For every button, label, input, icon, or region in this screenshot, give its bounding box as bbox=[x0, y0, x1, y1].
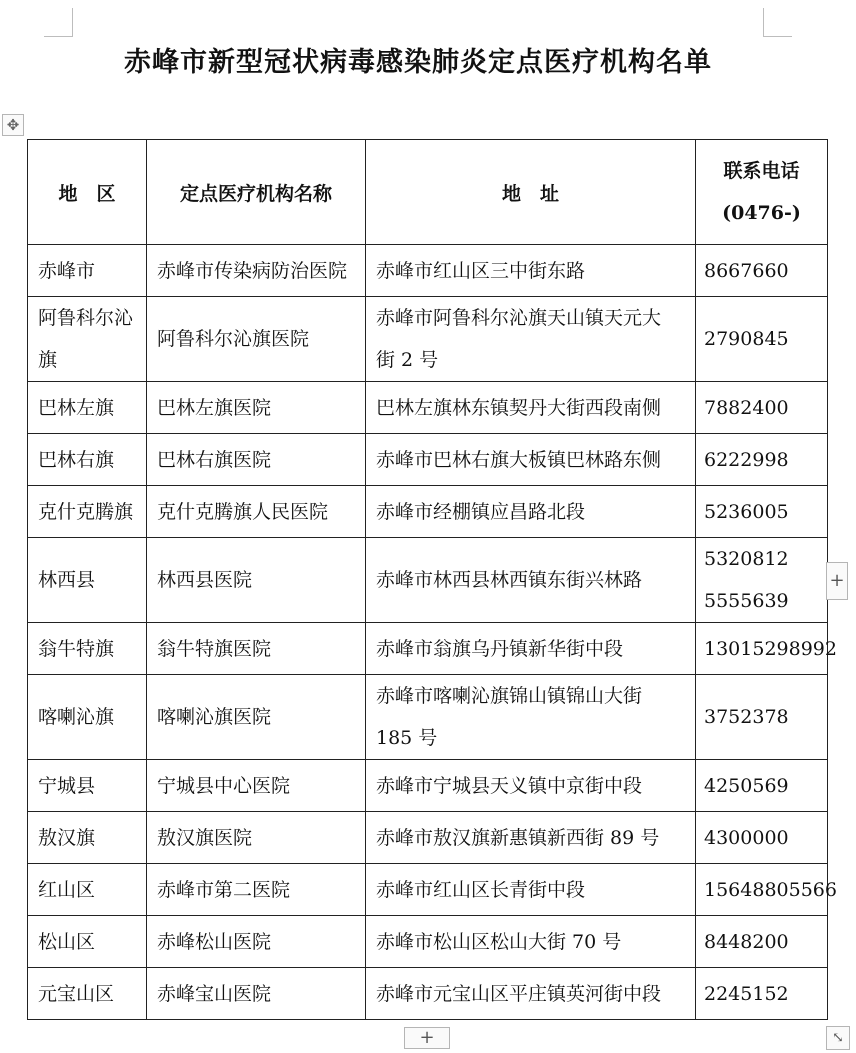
cell-institution bbox=[147, 538, 366, 623]
cell-region bbox=[28, 623, 147, 675]
cell-phone bbox=[696, 916, 828, 968]
cell-region bbox=[28, 538, 147, 623]
address-text: 巴林左旗林东镇契丹大街西段南侧 bbox=[376, 396, 662, 419]
table-row bbox=[28, 968, 828, 1020]
address-text: 赤峰市敖汉旗新惠镇新西街 89 号 bbox=[376, 826, 660, 849]
cell-region bbox=[28, 916, 147, 968]
cell-region bbox=[28, 760, 147, 812]
cell-institution bbox=[147, 812, 366, 864]
cell-region bbox=[28, 968, 147, 1020]
region-text: 敖汉旗 bbox=[38, 826, 96, 849]
table-row bbox=[28, 812, 828, 864]
institution-text: 巴林右旗医院 bbox=[157, 448, 272, 471]
address-text: 赤峰市元宝山区平庄镇英河街中段 bbox=[376, 982, 662, 1005]
table-header-row bbox=[28, 140, 828, 245]
cell-address bbox=[366, 760, 696, 812]
cell-institution bbox=[147, 297, 366, 382]
cell-address bbox=[366, 916, 696, 968]
region-text: 喀喇沁旗 bbox=[38, 706, 115, 728]
address-text: 赤峰市经棚镇应昌路北段 bbox=[376, 500, 586, 523]
cell-region bbox=[28, 245, 147, 297]
phone-text: 4300000 bbox=[704, 826, 789, 849]
cell-institution bbox=[147, 434, 366, 486]
phone-text: 6222998 bbox=[704, 448, 789, 471]
cell-address bbox=[366, 623, 696, 675]
cell-region bbox=[28, 382, 147, 434]
phone-text: 5320812 bbox=[704, 548, 789, 570]
cell-region bbox=[28, 675, 147, 760]
cell-institution bbox=[147, 864, 366, 916]
address-text: 赤峰市松山区松山大街 70 号 bbox=[376, 930, 622, 953]
cell-address bbox=[366, 968, 696, 1020]
institution-text: 宁城县中心医院 bbox=[157, 774, 291, 797]
header-phone bbox=[696, 140, 828, 245]
cell-address bbox=[366, 382, 696, 434]
page-corner-mark-right bbox=[763, 8, 792, 37]
cell-address bbox=[366, 538, 696, 623]
cell-region bbox=[28, 297, 147, 382]
add-column-button[interactable]: + bbox=[826, 562, 848, 600]
phone-text: 7882400 bbox=[704, 396, 789, 419]
institution-text: 翁牛特旗医院 bbox=[157, 637, 272, 660]
region-text: 红山区 bbox=[38, 878, 96, 901]
address-text: 赤峰市翁旗乌丹镇新华街中段 bbox=[376, 637, 624, 660]
region-text: 巴林左旗 bbox=[38, 396, 115, 419]
address-text: 赤峰市喀喇沁旗锦山镇锦山大街 bbox=[376, 685, 643, 707]
cell-phone bbox=[696, 434, 828, 486]
cell-phone bbox=[696, 968, 828, 1020]
move-cross-icon[interactable]: ✥ bbox=[2, 114, 24, 136]
cell-address bbox=[366, 864, 696, 916]
address-text: 街 2 号 bbox=[376, 349, 439, 371]
address-text: 赤峰市巴林右旗大板镇巴林路东侧 bbox=[376, 448, 662, 471]
cell-phone bbox=[696, 864, 837, 916]
cell-address bbox=[366, 297, 696, 382]
table-row bbox=[28, 623, 828, 675]
add-row-button[interactable]: + bbox=[404, 1027, 450, 1049]
cell-phone bbox=[696, 486, 828, 538]
phone-text: 2245152 bbox=[704, 982, 789, 1005]
cell-address bbox=[366, 812, 696, 864]
region-text: 赤峰市 bbox=[38, 259, 96, 282]
document-title: 赤峰市新型冠状病毒感染肺炎定点医疗机构名单 bbox=[124, 47, 712, 78]
phone-text: 5236005 bbox=[704, 500, 789, 523]
region-text: 克什克腾旗 bbox=[38, 500, 134, 523]
cell-address bbox=[366, 675, 696, 760]
cell-address bbox=[366, 245, 696, 297]
institution-text: 阿鲁科尔沁旗医院 bbox=[157, 328, 310, 350]
address-text: 赤峰市红山区三中街东路 bbox=[376, 259, 586, 282]
phone-text: 8448200 bbox=[704, 930, 789, 953]
institution-text: 林西县医院 bbox=[157, 569, 253, 591]
cell-phone bbox=[696, 245, 828, 297]
region-text: 林西县 bbox=[38, 569, 96, 591]
table-row bbox=[28, 297, 828, 382]
phone-text: 13015298992 bbox=[704, 637, 837, 660]
table-body bbox=[28, 245, 837, 1020]
institution-text: 巴林左旗医院 bbox=[157, 396, 272, 419]
cell-institution bbox=[147, 675, 366, 760]
cell-region bbox=[28, 812, 147, 864]
region-text: 翁牛特旗 bbox=[38, 637, 115, 660]
phone-text: 4250569 bbox=[704, 774, 789, 797]
cell-phone bbox=[696, 382, 828, 434]
cell-phone bbox=[696, 812, 828, 864]
cell-institution bbox=[147, 486, 366, 538]
header-institution: 定点医疗机构名称 bbox=[147, 140, 366, 245]
table-row bbox=[28, 434, 828, 486]
address-text: 赤峰市阿鲁科尔沁旗天山镇天元大 bbox=[376, 307, 662, 329]
cell-institution bbox=[147, 623, 366, 675]
institution-text: 赤峰市第二医院 bbox=[157, 878, 291, 901]
cell-institution bbox=[147, 968, 366, 1020]
cell-phone bbox=[696, 623, 837, 675]
cell-region bbox=[28, 434, 147, 486]
cell-phone bbox=[696, 760, 828, 812]
cell-phone bbox=[696, 675, 828, 760]
cell-institution bbox=[147, 245, 366, 297]
cell-phone bbox=[696, 538, 828, 623]
cell-phone bbox=[696, 297, 828, 382]
region-text: 旗 bbox=[38, 349, 58, 371]
phone-text: 15648805566 bbox=[704, 878, 837, 901]
phone-text: 3752378 bbox=[704, 706, 789, 728]
table-row bbox=[28, 675, 828, 760]
region-text: 松山区 bbox=[38, 930, 96, 953]
address-text: 赤峰市红山区长青街中段 bbox=[376, 878, 586, 901]
cell-address bbox=[366, 434, 696, 486]
institution-text: 赤峰市传染病防治医院 bbox=[157, 259, 348, 282]
phone-text: 5555639 bbox=[704, 590, 789, 612]
institution-text: 喀喇沁旗医院 bbox=[157, 706, 272, 728]
phone-text: 8667660 bbox=[704, 259, 789, 282]
table-row bbox=[28, 245, 828, 297]
phone-text: 2790845 bbox=[704, 328, 789, 350]
address-text: 赤峰市宁城县天义镇中京街中段 bbox=[376, 774, 643, 797]
table-row bbox=[28, 486, 828, 538]
table-row bbox=[28, 538, 828, 623]
institution-table bbox=[27, 139, 837, 1020]
institution-text: 赤峰宝山医院 bbox=[157, 982, 272, 1005]
cell-address bbox=[366, 486, 696, 538]
region-text: 阿鲁科尔沁 bbox=[38, 307, 134, 329]
institution-text: 克什克腾旗人民医院 bbox=[157, 500, 329, 523]
page-corner-mark-left bbox=[44, 8, 73, 37]
cell-institution bbox=[147, 382, 366, 434]
institution-text: 敖汉旗医院 bbox=[157, 826, 253, 849]
cell-institution bbox=[147, 760, 366, 812]
table-row bbox=[28, 864, 828, 916]
region-text: 元宝山区 bbox=[38, 982, 115, 1005]
header-address: 地 址 bbox=[366, 140, 696, 245]
cell-region bbox=[28, 486, 147, 538]
region-text: 宁城县 bbox=[38, 774, 96, 797]
cell-region bbox=[28, 864, 147, 916]
table-row bbox=[28, 760, 828, 812]
table-row bbox=[28, 916, 828, 968]
institution-text: 赤峰松山医院 bbox=[157, 930, 272, 953]
region-text: 巴林右旗 bbox=[38, 448, 115, 471]
resize-arrow-icon[interactable]: ⤡ bbox=[826, 1026, 850, 1050]
header-region: 地 区 bbox=[28, 140, 147, 245]
address-text: 185 号 bbox=[376, 727, 438, 749]
header-phone-label: 联系电话 bbox=[723, 160, 800, 182]
cell-institution bbox=[147, 916, 366, 968]
address-text: 赤峰市林西县林西镇东街兴林路 bbox=[376, 569, 643, 591]
table-row bbox=[28, 382, 828, 434]
header-phone-code: (0476-) bbox=[722, 202, 801, 224]
